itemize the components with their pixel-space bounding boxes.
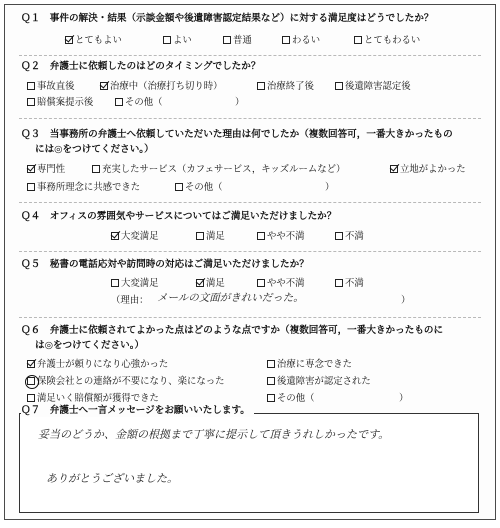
q6-option-2[interactable]: 保険会社との連絡が不要になり、楽になった	[27, 376, 225, 388]
checkbox-icon[interactable]	[267, 377, 275, 385]
checkbox-icon[interactable]	[175, 183, 183, 191]
q7-message-box[interactable]	[19, 413, 479, 513]
q7-message-line1: 妥当のどうか、金額の根拠まで丁寧に提示して頂きうれしかったです。	[38, 428, 390, 441]
q4-option-3[interactable]: 不満	[335, 231, 364, 243]
divider	[19, 317, 481, 318]
q1-option-very-good[interactable]: とてもよい	[65, 35, 122, 47]
checkbox-icon[interactable]	[27, 165, 35, 173]
q5-option-2[interactable]: やや不満	[257, 278, 305, 290]
q4-option-1[interactable]: 満足	[196, 231, 225, 243]
q3-option-4[interactable]: その他（	[175, 182, 223, 194]
q5-option-1[interactable]: 満足	[196, 278, 225, 290]
q2-option-1[interactable]: 治療中（治療打ち切り時）	[100, 81, 223, 93]
q2-option-2[interactable]: 治療終了後	[257, 81, 314, 93]
checkbox-icon[interactable]	[65, 36, 73, 44]
divider	[19, 55, 481, 56]
q6-option-3[interactable]: 後遺障害が認定された	[267, 376, 371, 388]
checkbox-icon[interactable]	[27, 377, 35, 385]
checkbox-icon[interactable]	[257, 82, 265, 90]
q2-option-5[interactable]: その他（	[115, 97, 163, 109]
q2-other-close: ）	[235, 97, 245, 108]
q2-option-3[interactable]: 後遺障害認定後	[335, 81, 411, 93]
checkbox-icon[interactable]	[335, 232, 343, 240]
q5-title: Ｑ５ 秘書の電話応対や訪問時の対応はご満足いただけましたか？	[21, 259, 309, 270]
q5-reason-close: ）	[401, 295, 411, 306]
checkbox-icon[interactable]	[111, 279, 119, 287]
q2-title: Ｑ２ 弁護士に依頼したのはどのタイミングでしたか？	[21, 61, 261, 72]
q3-option-2[interactable]: 立地がよかった	[390, 164, 466, 176]
checkbox-icon[interactable]	[27, 98, 35, 106]
q3-option-1[interactable]: 充実したサービス（カフェサービス，キッズルームなど）	[92, 164, 345, 176]
q4-title: Ｑ４ オフィスの雰囲気やサービスについてはご満足いただけましたか？	[21, 211, 337, 222]
divider	[19, 118, 481, 119]
q6-title-line1: Ｑ６ 弁護士に依頼されてよかった点はどのような点ですか（複数回答可，一番大きかったものに	[21, 325, 444, 336]
checkbox-icon[interactable]	[257, 279, 265, 287]
checkbox-icon[interactable]	[27, 360, 35, 368]
checkbox-icon[interactable]	[335, 82, 343, 90]
divider	[19, 202, 481, 203]
checkbox-icon[interactable]	[267, 360, 275, 368]
q5-reason-label: （理由：	[111, 295, 149, 306]
checkbox-icon[interactable]	[115, 98, 123, 106]
q3-other-close: ）	[325, 182, 335, 193]
checkbox-icon[interactable]	[196, 232, 204, 240]
q2-option-4[interactable]: 賠償案提示後	[27, 97, 93, 109]
checkbox-icon[interactable]	[27, 183, 35, 191]
checkbox-icon[interactable]	[257, 232, 265, 240]
q7-message-line2: ありがとうございました。	[46, 472, 178, 485]
checkbox-icon[interactable]	[196, 279, 204, 287]
q6-title-line2: は◎をつけてください。）	[35, 340, 145, 351]
q3-option-0[interactable]: 専門性	[27, 164, 65, 176]
q5-option-3[interactable]: 不満	[335, 278, 364, 290]
q3-option-3[interactable]: 事務所理念に共感できた	[27, 182, 140, 194]
q6-option-4[interactable]: 満足いく賠償額が獲得できた	[27, 393, 159, 405]
checkbox-icon[interactable]	[111, 232, 119, 240]
q1-option-good[interactable]: よい	[163, 35, 192, 47]
q4-option-0[interactable]: 大変満足	[111, 231, 159, 243]
q1-option-normal[interactable]: 普通	[223, 35, 252, 47]
q5-reason-handwriting[interactable]: メールの文面がきれいだった。	[157, 292, 304, 304]
checkbox-icon[interactable]	[27, 394, 35, 402]
checkbox-icon[interactable]	[390, 165, 398, 173]
checkbox-icon[interactable]	[163, 36, 171, 44]
survey-form	[4, 4, 496, 520]
q5-option-0[interactable]: 大変満足	[111, 278, 159, 290]
checkbox-icon[interactable]	[223, 36, 231, 44]
q6-other-close: ）	[399, 393, 409, 404]
checkbox-icon[interactable]	[27, 82, 35, 90]
q6-option-5[interactable]: その他（	[267, 393, 315, 405]
q6-option-0[interactable]: 弁護士が頼りになり心強かった	[27, 359, 168, 371]
q3-title-line1: Ｑ３ 当事務所の弁護士へ依頼していただいた理由は何でしたか（複数回答可，一番大きかったもの	[21, 129, 453, 140]
checkbox-icon[interactable]	[335, 279, 343, 287]
q1-option-very-bad[interactable]: とてもわるい	[354, 35, 420, 47]
q1-title: Ｑ１ 事件の解決・結果（示談金額や後遺障害認定結果など）に対する満足度はどうでしたか？	[21, 13, 434, 24]
checkbox-icon[interactable]	[100, 82, 108, 90]
q3-title-line2: には◎をつけてください。）	[35, 144, 154, 155]
q7-title: Ｑ７ 弁護士へ一言メッセージをお願いいたします。	[21, 405, 254, 417]
q1-option-bad[interactable]: わるい	[282, 35, 320, 47]
q6-option-1[interactable]: 治療に専念できた	[267, 359, 352, 371]
checkbox-icon[interactable]	[354, 36, 362, 44]
checkbox-icon[interactable]	[267, 394, 275, 402]
q2-option-0[interactable]: 事故直後	[27, 81, 75, 93]
divider	[19, 251, 481, 252]
checkbox-icon[interactable]	[282, 36, 290, 44]
q4-option-2[interactable]: やや不満	[257, 231, 305, 243]
checkbox-icon[interactable]	[92, 165, 100, 173]
